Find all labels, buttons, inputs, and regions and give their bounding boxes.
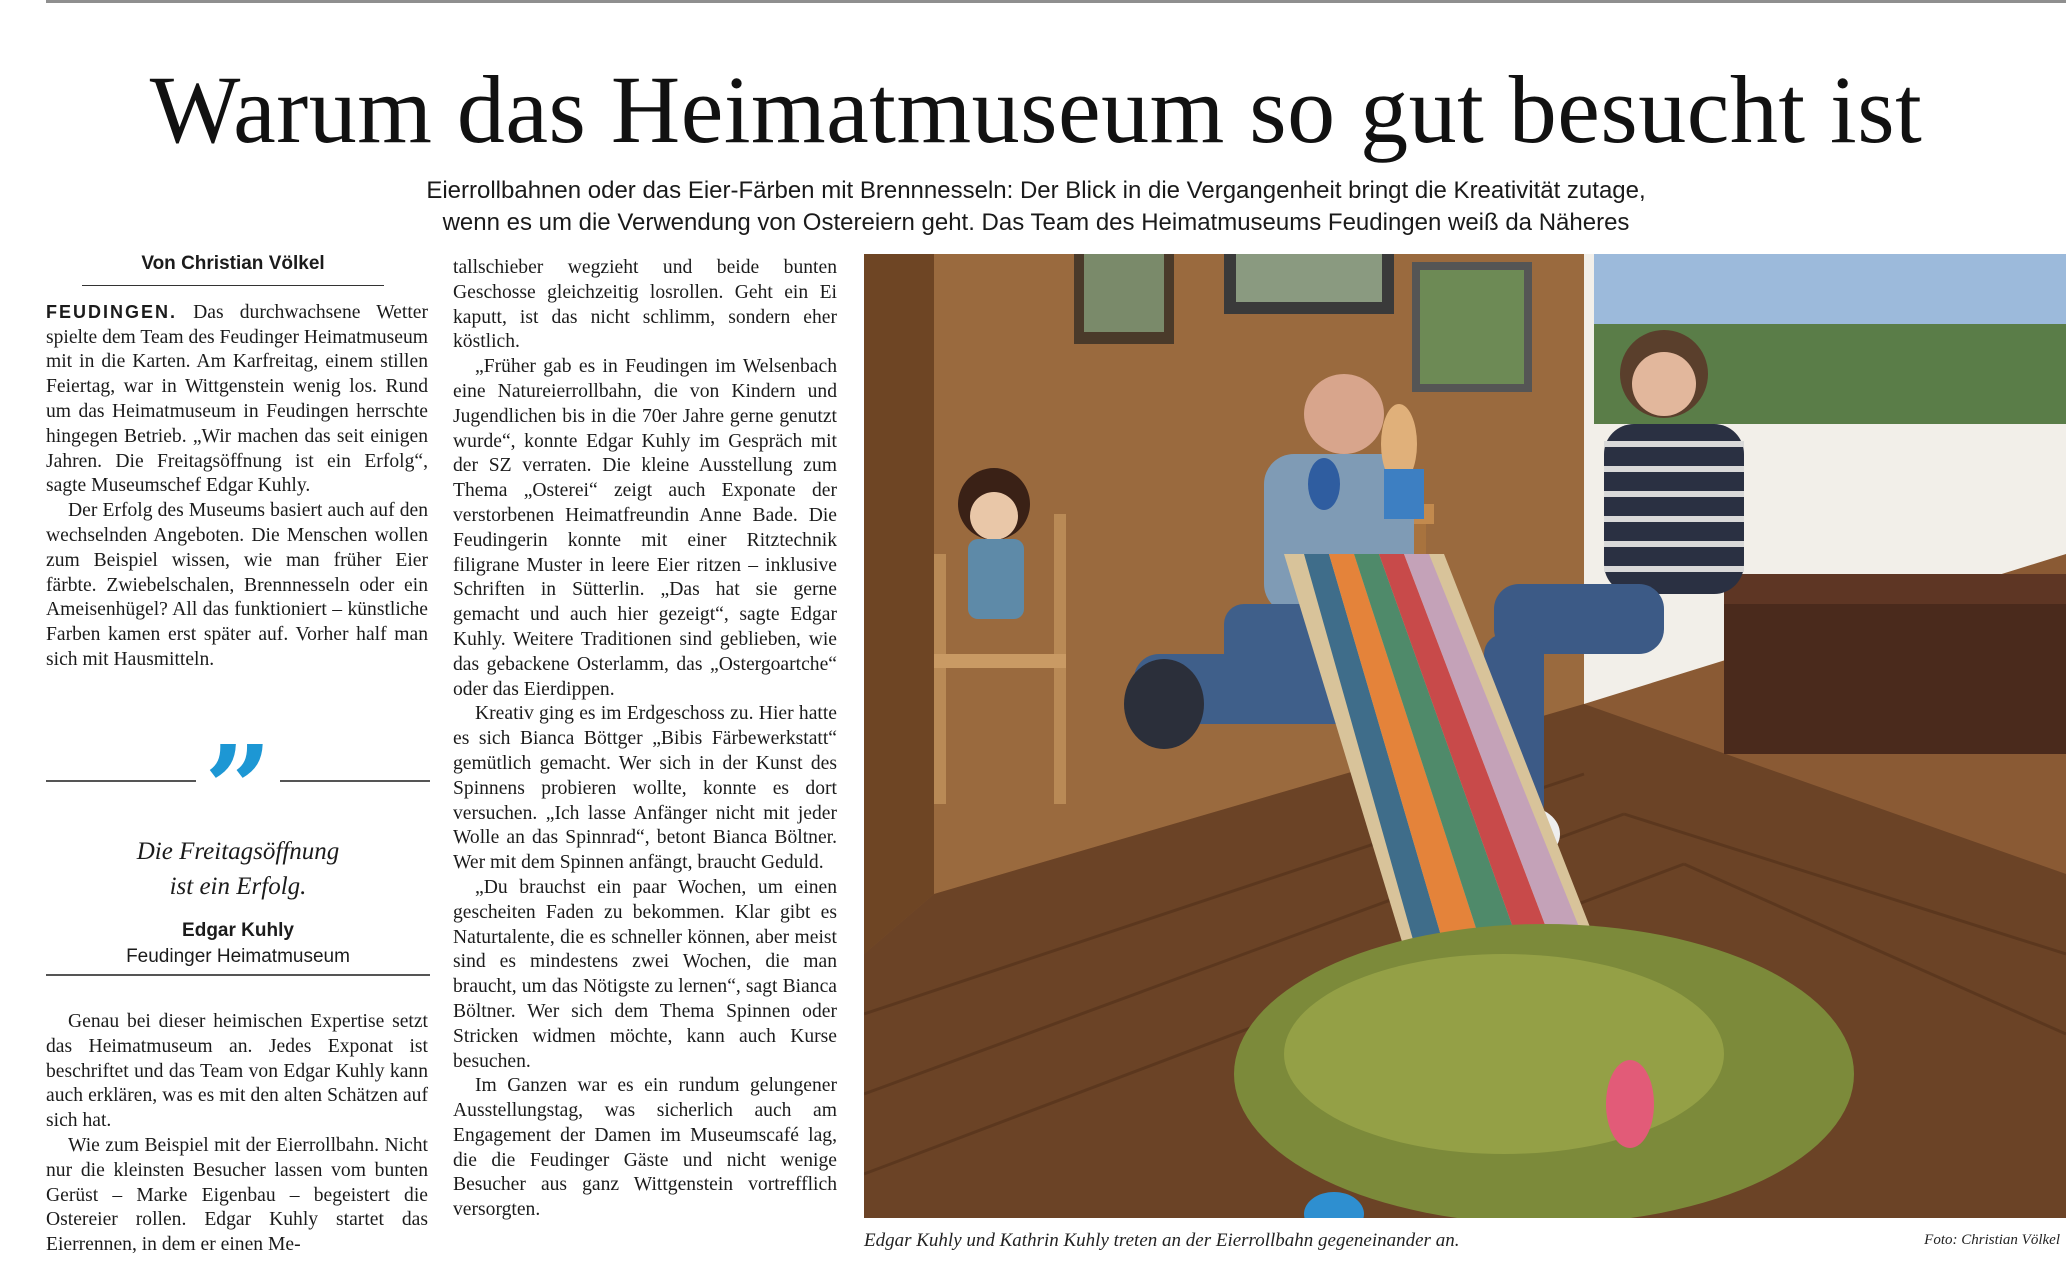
quote-line-1: Die Freitagsöffnung [136,838,340,865]
subheadline-line-1: Eierrollbahnen oder das Eier-Färben mit Brennnesseln: Der Blick in die Vergangenheit bringt die Kreativität zutage, [426,177,1646,204]
paragraph-text: Das durchwachsene Wetter spielte dem Team des Feudinger Heimatmuseum mit in die Karten. Am Karfreitag, einem stillen Feiertag, war in Wittgenstein wenig los. Rund um das Heimatmuseum in Feudingen herrschte hingegen Betrieb. „Wir machen das seit einigen Jahren. Die Freitagsöffnung ist ein Erfolg“, sagte Museumschef Edgar Kuhly. [46,301,428,497]
quote-organization: Feudinger Heimatmuseum [126,946,350,967]
photo-illustration [864,254,2066,1218]
paragraph: tallschieber wegzieht und beide bunten Geschosse gleichzeitig losrollen. Geht ein Ei kaputt, ist das nicht schlimm, sondern eher köstlich. [453,257,837,353]
paragraph [46,300,428,499]
paragraph: Wie zum Beispiel mit der Eierrollbahn. Nicht nur die kleinsten Besucher lassen vom bunten Gerüst – Marke Eigenbau – begeistert die Ostereier rollen. Edgar Kuhly startet das Eierrennen, in dem er einen Me- [46,1134,428,1256]
paragraph: „Du brauchst ein paar Wochen, um einen gescheiten Faden zu bekommen. Klar gibt es Naturtalente, die es schneller können, aber meist sind es mindestens zwei Wochen, die man braucht, um das Nötigste zu lernen“, sagt Bianca Böltner. Wer sich dem Thema Spinnen oder Stricken widmen möchte, kann auch Kurse besuchen. [453,876,837,1072]
article-column-1-continued [46,1010,428,1258]
child-chair [934,554,946,804]
subheadline [0,175,2072,239]
paragraph: „Früher gab es in Feudingen im Welsenbach eine Natureierrollbahn, die von Kindern und Jugendlichen bis in die 70er Jahre gerne genutzt wurde“, konnte Edgar Kuhly im Gespräch mit der SZ verraten. Die kleine Ausstellung zum Thema „Osterei“ zeigt auch Exponate der verstorbenen Heimatfreundin Anne Bade. Die Feudingerin konnte mit einer Ritztechnik filigrane Muster in leere Eier ritzen – inklusive Schriften in Sütterlin. „Das hat sie gerne gemacht und auch hier gezeigt“, sagte Edgar Kuhly. Weitere Traditionen sind geblieben, wie das gebackene Osterlamm, das „Ostergoartche“ oder das Eierdippen. [453,356,837,700]
quote-author: Edgar Kuhly [182,920,294,941]
quote-mark-icon: ” [204,719,272,858]
quote-rule-left [46,780,196,782]
left-wall [864,254,934,954]
wooden-chest [1724,594,2066,754]
headline: Warum das Heimatmuseum so gut besucht ist [149,56,1923,163]
paragraph: Im Ganzen war es ein rundum gelungener Ausstellungstag, was sicherlich auch am Engagement der Damen im Museumscafé lag, die die Feudinger Gäste und nicht wenige Besucher aus ganz Wittgenstein vortrefflich versorgten. [453,1075,837,1221]
article-column-1 [46,252,428,673]
paragraph: Der Erfolg des Museums basiert auch auf den wechselnden Angeboten. Die Menschen wollen zum Beispiel wissen, wie man früher Eier färbte. Zwiebelschalen, Brennnesseln oder ein Ameisenhügel? All das funktioniert – künstliche Farben kamen erst später auf. Vorher half man sich mit Hausmitteln. [46,500,428,670]
photo-credit: Foto: Christian Völkel [1924,1232,2060,1248]
man [1304,374,1384,454]
pull-quote [46,719,430,968]
byline: Von Christian Völkel [141,253,325,274]
photo-caption: Edgar Kuhly und Kathrin Kuhly treten an der Eierrollbahn gegeneinander an. [864,1230,1460,1251]
egg [1606,1060,1654,1148]
article-column-2 [453,256,837,1223]
top-rule [46,0,2066,3]
dateline: FEUDINGEN. [46,301,178,322]
paragraph: Kreativ ging es im Erdgeschoss zu. Hier hatte es sich Bianca Böttger „Bibis Färbewerkstatt“ gemütlich gemacht. Wer sich in der Kunst des Spinnens probieren wollte, konnte es dort versuchen. „Ich lasse Anfänger nicht mit jeder Wolle an das Spinnrad“, betont Bianca Böltner. Wer mit dem Spinnen anfängt, braucht Geduld. [453,703,837,874]
paragraph: Genau bei dieser heimischen Expertise setzt das Heimatmuseum an. Jedes Exponat ist beschriftet und das Team von Edgar Kuhly kann auch erklären, was es mit den alten Schätzen auf sich hat. [46,1011,428,1132]
article-photo [864,254,2066,1218]
quote-line-2: ist ein Erfolg. [169,873,307,900]
quote-rule-right [280,780,430,782]
quote-bottom-rule [46,974,430,976]
byline-box [82,252,384,286]
subheadline-line-2: wenn es um die Verwendung von Ostereiern geht. Das Team des Heimatmuseums Feudingen weiß da Näheres [442,209,1630,236]
